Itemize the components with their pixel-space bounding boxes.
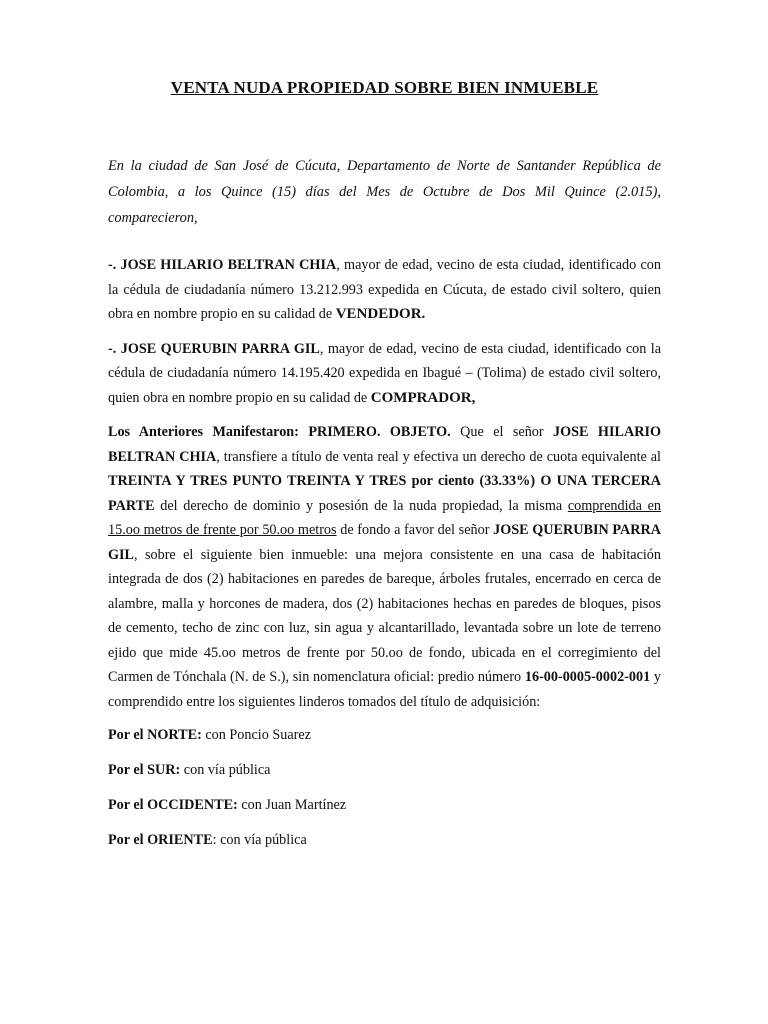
buyer-role: COMPRADOR, [370, 389, 476, 406]
lindero-oriente [108, 831, 661, 849]
lindero-value: con Juan Martínez [237, 797, 347, 813]
buyer-text: , mayor de edad, vecino de esta ciudad, identificado con la cédula de ciudadanía número 14.195.420 expedida en Ibagué – (Tolima) de estado civil soltero, quien obra en nombre propio en su calidad de [108, 340, 662, 406]
seller-paragraph [108, 253, 661, 327]
lindero-occidente [108, 796, 661, 814]
object-text-2: , transfiere a título de venta real y efectiva un derecho de cuota equivalente al [216, 448, 661, 465]
seller-prefix: -. [108, 257, 121, 273]
object-seller-name: JOSE HILARIO BELTRAN CHIA [108, 424, 662, 465]
seller-text: , mayor de edad, vecino de esta ciudad, identificado con la cédula de ciudadanía número 13.212.993 expedida en Cúcuta, de estado civil soltero, quien obra en nombre propio en su calidad de [108, 257, 661, 322]
lindero-label: Por el ORIENTE [108, 832, 213, 848]
buyer-prefix: -. [108, 340, 121, 357]
object-text-1: Que el señor [450, 424, 554, 440]
object-dimensions: comprendida en 15.oo metros de frente por 50.oo metros [108, 497, 662, 538]
lindero-label: Por el NORTE: [108, 727, 202, 743]
buyer-paragraph [108, 337, 661, 411]
object-text-4: de fondo a favor del señor [336, 522, 494, 538]
lindero-value: con Poncio Suarez [201, 727, 311, 743]
document-title: VENTA NUDA PROPIEDAD SOBRE BIEN INMUEBLE [170, 78, 599, 97]
lindero-norte [108, 726, 661, 744]
intro-paragraph: En la ciudad de San José de Cúcuta, Departamento de Norte de Santander República de Colombia, a los Quince (15) días del Mes de Octubre de Dos Mil Quince (2.015), comparecieron, [108, 158, 661, 226]
object-text-3: del derecho de dominio y posesión de la nuda propiedad, la misma [154, 497, 568, 514]
seller-role: VENDEDOR. [335, 306, 426, 322]
lindero-label: Por el SUR: [108, 762, 181, 778]
buyer-name: JOSE QUERUBIN PARRA GIL [120, 340, 320, 357]
object-percent-rest: por ciento (33.33%) [406, 473, 541, 489]
object-fraction: O UNA TERCERA PARTE [108, 473, 661, 514]
object-predio-number: 16-00-0005-0002-001 [524, 669, 651, 685]
object-text-6: y comprendido entre los siguientes linderos tomados del título de adquisición: [108, 669, 661, 710]
lindero-label: Por el OCCIDENTE: [108, 797, 238, 813]
lindero-value: : con vía pública [212, 832, 307, 848]
object-buyer-name: JOSE QUERUBIN PARRA GIL [108, 522, 661, 563]
object-lead: Los Anteriores Manifestaron: [108, 424, 299, 440]
lindero-sur [108, 761, 661, 779]
lindero-value: con vía pública [180, 762, 271, 778]
object-text-5: , sobre el siguiente bien inmueble: una mejora consistente en una casa de habitación integrada de dos (2) habitaciones en paredes de bareque, árboles frutales, encerrado en cerca de alambre, malla y horcones de madera, dos (2) habitaciones hechas en paredes de bloques, pisos de cemento, techo de zinc con luz, sin agua y alcantarillado, levantada sobre un lote de terreno ejido que mide 45.oo metros de frente por 50.oo de fondo, ubicada en el corregimiento del Carmen de Tónchala (N. de S.), sin nomenclatura oficial: predio número [108, 546, 661, 685]
object-heading: PRIMERO. OBJETO. [308, 424, 451, 440]
object-paragraph [108, 420, 661, 714]
document-page [108, 78, 661, 849]
seller-name: JOSE HILARIO BELTRAN CHIA [120, 257, 337, 273]
object-percent-words: TREINTA Y TRES PUNTO TREINTA Y TRES [108, 473, 407, 489]
